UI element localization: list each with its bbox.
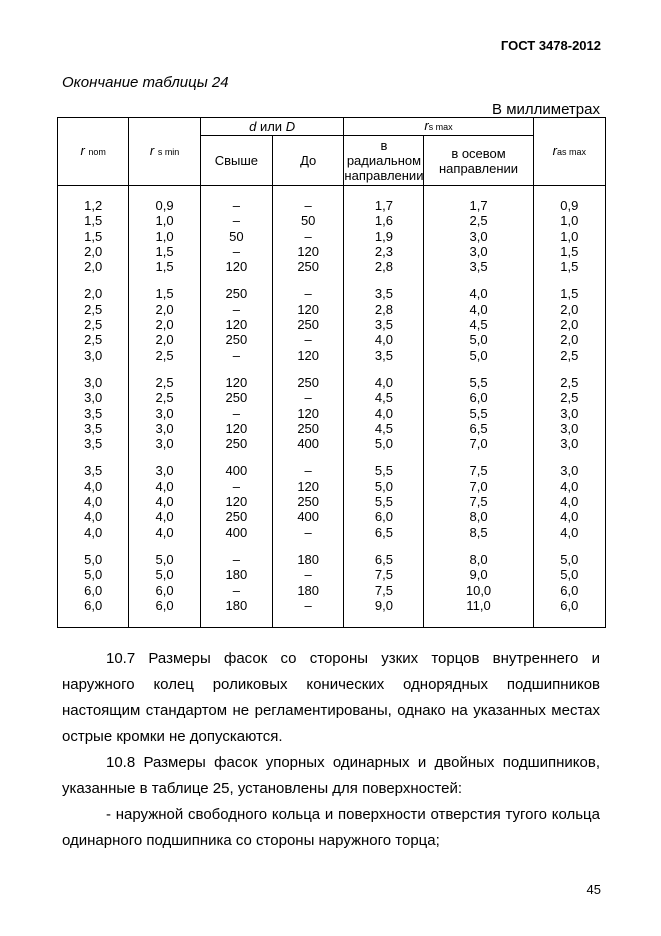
table-cell-r-nom: 4,0 <box>84 494 103 510</box>
table-cell-axial: 4,0 <box>469 301 488 317</box>
table-cell-rs-min: 2,0 <box>155 332 174 348</box>
table-cell-axial: 8,0 <box>469 551 488 567</box>
table-cell-r-nom: 3,0 <box>84 347 103 363</box>
table-cell-axial: 4,5 <box>469 317 488 333</box>
table-cell-r-nom: 3,5 <box>84 463 103 479</box>
table-cell-to: 250 <box>297 494 320 510</box>
table-cell-to: 120 <box>297 347 320 363</box>
column-r-nom <box>58 186 129 614</box>
table-cell-r-nom: 2,5 <box>84 332 103 348</box>
table-cell-over: 120 <box>225 420 248 436</box>
table-cell-ras-max: 3,0 <box>560 420 579 436</box>
table-cell-ras-max: 3,0 <box>560 463 579 479</box>
table-cell-ras-max: 4,0 <box>560 524 579 540</box>
table-cell-radial: 4,0 <box>374 374 393 390</box>
table-cell-to: 120 <box>297 301 320 317</box>
table-cell-radial: 1,9 <box>374 228 393 244</box>
table-cell-ras-max: 6,0 <box>560 582 579 598</box>
table-cell-axial: 7,5 <box>469 494 488 510</box>
table-cell-ras-max: 2,5 <box>560 390 579 406</box>
table-cell-ras-max: 4,0 <box>560 509 579 525</box>
header-axial: в осевом направлении <box>424 136 533 186</box>
table-cell-axial: 5,0 <box>469 332 488 348</box>
header-d-or-D: d или D <box>200 118 344 136</box>
table-cell-r-nom: 5,0 <box>84 551 103 567</box>
table-cell-over: 180 <box>225 567 248 583</box>
table-cell-rs-min: 1,5 <box>155 286 174 302</box>
table-cell-axial: 9,0 <box>469 567 488 583</box>
table-cell-radial: 4,5 <box>374 420 393 436</box>
table-cell-radial: 5,5 <box>374 494 393 510</box>
table-cell-over: – <box>232 478 240 494</box>
table-cell-rs-min: 2,5 <box>155 374 174 390</box>
column-over <box>200 186 272 614</box>
table-cell-rs-min: 3,0 <box>155 436 174 452</box>
dimensions-table <box>57 117 606 628</box>
table-cell-axial: 7,5 <box>469 463 488 479</box>
table-cell-radial: 4,0 <box>374 405 393 421</box>
table-cell-rs-min: 5,0 <box>155 551 174 567</box>
table-cell-ras-max: 5,0 <box>560 567 579 583</box>
table-cell-over: – <box>232 405 240 421</box>
table-cell-r-nom: 1,2 <box>84 198 103 213</box>
table-cell-over: – <box>232 347 240 363</box>
table-cell-axial: 6,5 <box>469 420 488 436</box>
table-cell-axial: 7,0 <box>469 478 488 494</box>
table-cell-ras-max: 2,0 <box>560 317 579 333</box>
table-cell-ras-max: 2,0 <box>560 332 579 348</box>
table-cell-axial: 5,5 <box>469 405 488 421</box>
table-cell-to: 250 <box>297 374 320 390</box>
table-cell-ras-max: 1,5 <box>560 286 579 302</box>
table-cell-rs-min: 2,0 <box>155 301 174 317</box>
table-cell-ras-max: 4,0 <box>560 478 579 494</box>
table-cell-ras-max: 1,5 <box>560 259 579 275</box>
table-cell-radial: 3,5 <box>374 347 393 363</box>
table-cell-axial: 6,0 <box>469 390 488 406</box>
table-cell-over: 50 <box>229 228 244 244</box>
table-cell-r-nom: 6,0 <box>84 597 103 613</box>
table-cell-rs-min: 4,0 <box>155 509 174 525</box>
table-cell-rs-min: 6,0 <box>155 597 174 613</box>
table-cell-r-nom: 1,5 <box>84 228 103 244</box>
table-cell-ras-max: 3,0 <box>560 436 579 452</box>
table-cell-over: 250 <box>225 509 248 525</box>
paragraph-10-8: 10.8 Размеры фасок упорных одинарных и двойных подшипников, указанные в таблице 25, установлены для поверхностей: <box>62 754 600 797</box>
table-cell-radial: 6,5 <box>374 524 393 540</box>
table-cell-radial: 6,0 <box>374 509 393 525</box>
table-cell-radial: 1,6 <box>374 213 393 229</box>
table-cell-r-nom: 1,5 <box>84 213 103 229</box>
table-cell-rs-min: 0,9 <box>155 198 174 213</box>
table-cell-to: 120 <box>297 243 320 259</box>
table-cell-rs-min: 1,5 <box>155 259 174 275</box>
table-cell-over: – <box>232 243 240 259</box>
table-cell-to: – <box>304 390 312 406</box>
table-cell-over: – <box>232 198 240 213</box>
table-cell-radial: 5,0 <box>374 436 393 452</box>
table-cell-rs-min: 2,5 <box>155 390 174 406</box>
table-cell-axial: 4,0 <box>469 286 488 302</box>
paragraph-10-7: 10.7 Размеры фасок со стороны узких торцов внутреннего и наружного колец роликовых конических однорядных подшипников настоящим стандартом не регламентированы, однако на указанных местах острые кромки не допускаются. <box>62 650 600 745</box>
table-cell-r-nom: 5,0 <box>84 567 103 583</box>
table-cell-rs-min: 1,5 <box>155 243 174 259</box>
table-cell-radial: 9,0 <box>374 597 393 613</box>
table-cell-axial: 1,7 <box>469 198 488 213</box>
table-cell-over: 180 <box>225 597 248 613</box>
table-cell-rs-min: 4,0 <box>155 494 174 510</box>
table-cell-over: 250 <box>225 390 248 406</box>
table-cell-ras-max: 2,5 <box>560 374 579 390</box>
table-cell-radial: 4,0 <box>374 332 393 348</box>
table-cell-ras-max: 1,0 <box>560 228 579 244</box>
table-cell-ras-max: 1,0 <box>560 213 579 229</box>
table-cell-to: 250 <box>297 317 320 333</box>
header-over: Свыше <box>200 136 272 186</box>
column-radial <box>344 186 424 614</box>
table-cell-rs-min: 1,0 <box>155 228 174 244</box>
table-cell-radial: 4,5 <box>374 390 393 406</box>
table-cell-over: – <box>232 213 240 229</box>
table-cell-to: – <box>304 524 312 540</box>
table-cell-to: 120 <box>297 478 320 494</box>
header-to: До <box>272 136 344 186</box>
table-cell-to: – <box>304 463 312 479</box>
table-cell-radial: 6,5 <box>374 551 393 567</box>
table-cell-to: – <box>304 332 312 348</box>
table-cell-axial: 3,0 <box>469 228 488 244</box>
document-standard-number: ГОСТ 3478-2012 <box>500 38 601 53</box>
table-cell-axial: 8,5 <box>469 524 488 540</box>
table-cell-axial: 5,5 <box>469 374 488 390</box>
table-cell-over: 250 <box>225 286 248 302</box>
table-cell-over: 400 <box>225 524 248 540</box>
table-cell-to: – <box>304 198 312 213</box>
table-cell-axial: 7,0 <box>469 436 488 452</box>
header-radial: в радиальном направлении <box>344 136 424 186</box>
table-cell-to: 50 <box>300 213 316 229</box>
table-cell-to: 180 <box>297 551 320 567</box>
table-cell-r-nom: 3,5 <box>84 405 103 421</box>
table-cell-r-nom: 2,0 <box>84 286 103 302</box>
table-cell-rs-min: 3,0 <box>155 420 174 436</box>
column-axial <box>424 186 533 614</box>
table-cell-axial: 11,0 <box>466 597 491 613</box>
table-cell-to: – <box>304 286 312 302</box>
table-cell-axial: 8,0 <box>469 509 488 525</box>
table-cell-to: 250 <box>297 259 320 275</box>
table-cell-r-nom: 3,0 <box>84 390 103 406</box>
table-cell-r-nom: 6,0 <box>84 582 103 598</box>
table-cell-to: – <box>304 567 312 583</box>
table-cell-r-nom: 2,0 <box>84 243 103 259</box>
table-cell-over: 120 <box>225 494 248 510</box>
table-cell-rs-min: 6,0 <box>155 582 174 598</box>
table-cell-r-nom: 3,0 <box>84 374 103 390</box>
table-cell-r-nom: 3,5 <box>84 436 103 452</box>
table-cell-to: – <box>304 228 312 244</box>
table-cell-ras-max: 1,5 <box>560 243 579 259</box>
table-cell-radial: 2,8 <box>374 259 393 275</box>
paragraph-list-item: - наружной свободного кольца и поверхности отверстия тугого кольца одинарного подшипника со стороны наружного торца; <box>62 806 600 849</box>
table-cell-ras-max: 3,0 <box>560 405 579 421</box>
table-caption: Окончание таблицы 24 <box>62 74 229 91</box>
table-cell-radial: 2,8 <box>374 301 393 317</box>
table-cell-rs-min: 2,5 <box>155 347 174 363</box>
table-cell-over: – <box>232 551 240 567</box>
table-cell-axial: 2,5 <box>469 213 488 229</box>
table-cell-rs-min: 4,0 <box>155 524 174 540</box>
header-r-nom: r nom <box>58 118 129 186</box>
table-cell-rs-min: 2,0 <box>155 317 174 333</box>
table-cell-ras-max: 2,0 <box>560 301 579 317</box>
header-rs-max: rs max <box>344 118 533 136</box>
table-cell-over: 250 <box>225 436 248 452</box>
table-units: В миллиметрах <box>492 101 600 118</box>
column-to <box>272 186 344 614</box>
page-number: 45 <box>586 882 601 897</box>
table-cell-radial: 7,5 <box>374 582 393 598</box>
table-cell-r-nom: 2,5 <box>84 301 103 317</box>
table-cell-over: 120 <box>225 259 248 275</box>
table-cell-ras-max: 5,0 <box>560 551 579 567</box>
table-cell-radial: 7,5 <box>374 567 393 583</box>
table-cell-to: 120 <box>297 405 320 421</box>
table-cell-over: 120 <box>225 317 248 333</box>
table-cell-r-nom: 4,0 <box>84 478 103 494</box>
table-cell-r-nom: 2,5 <box>84 317 103 333</box>
table-cell-r-nom: 2,0 <box>84 259 103 275</box>
table-cell-to: 400 <box>297 509 320 525</box>
table-cell-r-nom: 4,0 <box>84 509 103 525</box>
header-rs-min: r s min <box>129 118 200 186</box>
table-cell-r-nom: 3,5 <box>84 420 103 436</box>
table-cell-radial: 1,7 <box>374 198 393 213</box>
table-cell-over: – <box>232 301 240 317</box>
table-cell-over: 120 <box>225 374 248 390</box>
table-cell-radial: 5,0 <box>374 478 393 494</box>
table-cell-radial: 3,5 <box>374 317 393 333</box>
table-cell-to: 180 <box>297 582 320 598</box>
table-cell-ras-max: 4,0 <box>560 494 579 510</box>
table-cell-over: – <box>232 582 240 598</box>
table-cell-axial: 3,0 <box>469 243 488 259</box>
table-cell-axial: 5,0 <box>469 347 488 363</box>
table-cell-over: 400 <box>225 463 248 479</box>
table-cell-rs-min: 5,0 <box>155 567 174 583</box>
table-cell-r-nom: 4,0 <box>84 524 103 540</box>
column-ras-max <box>533 186 605 614</box>
table-cell-radial: 2,3 <box>374 243 393 259</box>
table-cell-rs-min: 1,0 <box>155 213 174 229</box>
table-cell-axial: 3,5 <box>469 259 488 275</box>
table-cell-ras-max: 0,9 <box>560 198 579 213</box>
header-ras-max: ras max <box>533 118 605 186</box>
table-cell-to: – <box>304 597 312 613</box>
table-cell-rs-min: 3,0 <box>155 405 174 421</box>
table-cell-rs-min: 3,0 <box>155 463 174 479</box>
table-cell-ras-max: 2,5 <box>560 347 579 363</box>
table-cell-ras-max: 6,0 <box>560 597 579 613</box>
table-cell-to: 250 <box>297 420 320 436</box>
table-cell-radial: 3,5 <box>374 286 393 302</box>
column-rs-min <box>129 186 200 614</box>
table-cell-rs-min: 4,0 <box>155 478 174 494</box>
table-cell-over: 250 <box>225 332 248 348</box>
table-cell-radial: 5,5 <box>374 463 393 479</box>
table-cell-to: 400 <box>297 436 320 452</box>
table-cell-axial: 10,0 <box>465 582 492 598</box>
